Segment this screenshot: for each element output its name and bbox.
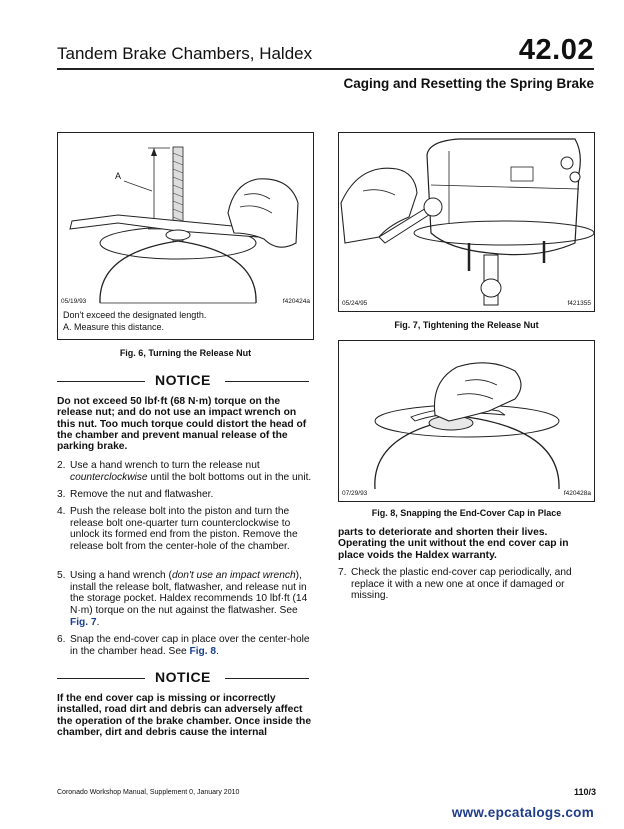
step-5 bbox=[57, 570, 312, 629]
fig7-link[interactable]: Fig. 7 bbox=[70, 616, 97, 628]
notice-1-heading bbox=[57, 374, 309, 388]
fig8-date: 07/29/93 bbox=[342, 490, 368, 497]
step-6-text-a: Snap the end-cover cap in place over the center-hole in the chamber head. See bbox=[70, 634, 310, 657]
step-2-text-a: Use a hand wrench to turn the release nut bbox=[70, 460, 260, 471]
step-6-text bbox=[70, 634, 312, 657]
page-header-title: Tandem Brake Chambers, Haldex bbox=[57, 44, 313, 63]
step-5-text bbox=[70, 570, 312, 629]
notice-2-title: NOTICE bbox=[155, 669, 211, 685]
step-3 bbox=[57, 489, 312, 501]
fig6-note-2: A. Measure this distance. bbox=[63, 322, 165, 332]
step-7 bbox=[338, 567, 593, 602]
footer-manual-title: Coronado Workshop Manual, Supplement 0, January 2010 bbox=[57, 789, 240, 796]
fig7-date: 05/24/95 bbox=[342, 300, 368, 307]
step-5-text-a: Using a hand wrench ( bbox=[70, 570, 172, 581]
header-rule bbox=[57, 68, 594, 70]
footer-page-number: 110/3 bbox=[573, 787, 596, 797]
step-2-text bbox=[70, 460, 312, 483]
step-7-number: 7. bbox=[338, 567, 347, 578]
step-6-number: 6. bbox=[57, 634, 66, 645]
fig8-illustration bbox=[339, 341, 594, 501]
step-2 bbox=[57, 460, 312, 483]
step-5-number: 5. bbox=[57, 570, 66, 581]
notice-2-rule-right bbox=[225, 678, 309, 679]
step-5-text-d: . bbox=[96, 616, 100, 628]
figure-6 bbox=[57, 132, 314, 340]
step-5-text-italic: don't use an impact wrench bbox=[171, 570, 296, 581]
fig6-code: f420424a bbox=[282, 298, 310, 305]
fig6-label-a: A bbox=[115, 171, 122, 181]
notice-1-title: NOTICE bbox=[155, 372, 211, 388]
step-4-number: 4. bbox=[57, 506, 66, 517]
step-3-text: Remove the nut and flatwasher. bbox=[70, 489, 214, 500]
notice-1-rule-right bbox=[225, 381, 309, 382]
fig8-caption: Fig. 8, Snapping the End-Cover Cap in Place bbox=[371, 508, 562, 518]
fig6-date: 05/19/93 bbox=[61, 298, 87, 305]
figure-7 bbox=[338, 132, 595, 312]
section-subtitle: Caging and Resetting the Spring Brake bbox=[343, 76, 594, 91]
step-5-text-c: ), install the release bolt, flatwasher, and release nut in the storage pocket. Haldex recommends 10 lbf·ft (14 N·m) torque on the nut against the flatwasher. See bbox=[70, 570, 308, 617]
fig7-caption: Fig. 7, Tightening the Release Nut bbox=[394, 320, 539, 330]
step-6-text-d: . bbox=[216, 645, 219, 657]
step-7-text: Check the plastic end-cover cap periodically, and replace it with a new one at once if damaged or missing. bbox=[351, 567, 572, 602]
fig7-code: f421355 bbox=[567, 300, 591, 307]
figure-8 bbox=[338, 340, 595, 502]
notice-2-text-right: parts to deteriorate and shorten their lives. Operating the unit without the end cover cap in place voids the Haldex warranty. bbox=[338, 527, 569, 561]
notice-1-text: Do not exceed 50 lbf·ft (68 N·m) torque on the release nut; and do not use an impact wrench on this nut. Too much torque could distort the head of the chamber and prevent manual release of the parking brake. bbox=[57, 396, 307, 453]
section-number: 42.02 bbox=[518, 34, 594, 66]
fig8-code: f420428a bbox=[563, 490, 591, 497]
step-4 bbox=[57, 506, 312, 553]
step-2-number: 2. bbox=[57, 460, 66, 471]
fig6-note-1: Don't exceed the designated length. bbox=[63, 310, 207, 320]
watermark-logo: www.epcatalogs.com bbox=[451, 805, 594, 820]
step-2-text-italic: counterclockwise bbox=[70, 471, 148, 483]
notice-1-rule-left bbox=[57, 381, 145, 382]
step-3-number: 3. bbox=[57, 489, 66, 500]
fig7-illustration bbox=[339, 133, 594, 311]
fig6-caption: Fig. 6, Turning the Release Nut bbox=[119, 348, 252, 358]
step-4-text: Push the release bolt into the piston and turn the release bolt one-quarter turn counterclockwise to unlock its formed end from the piston. Remove the release bolt from the center-hole of the chamber. bbox=[70, 506, 298, 553]
fig6-illustration bbox=[58, 133, 313, 339]
notice-2-heading bbox=[57, 671, 309, 685]
notice-2-text-left: If the end cover cap is missing or incorrectly installed, road dirt and debris can adversely affect the operation of the brake chamber. Once inside the chamber, dirt and debris cause the internal bbox=[57, 693, 312, 738]
fig8-link[interactable]: Fig. 8 bbox=[189, 645, 217, 657]
step-2-text-c: until the bolt bottoms out in the unit. bbox=[147, 471, 312, 483]
notice-2-rule-left bbox=[57, 678, 145, 679]
step-6 bbox=[57, 634, 312, 657]
